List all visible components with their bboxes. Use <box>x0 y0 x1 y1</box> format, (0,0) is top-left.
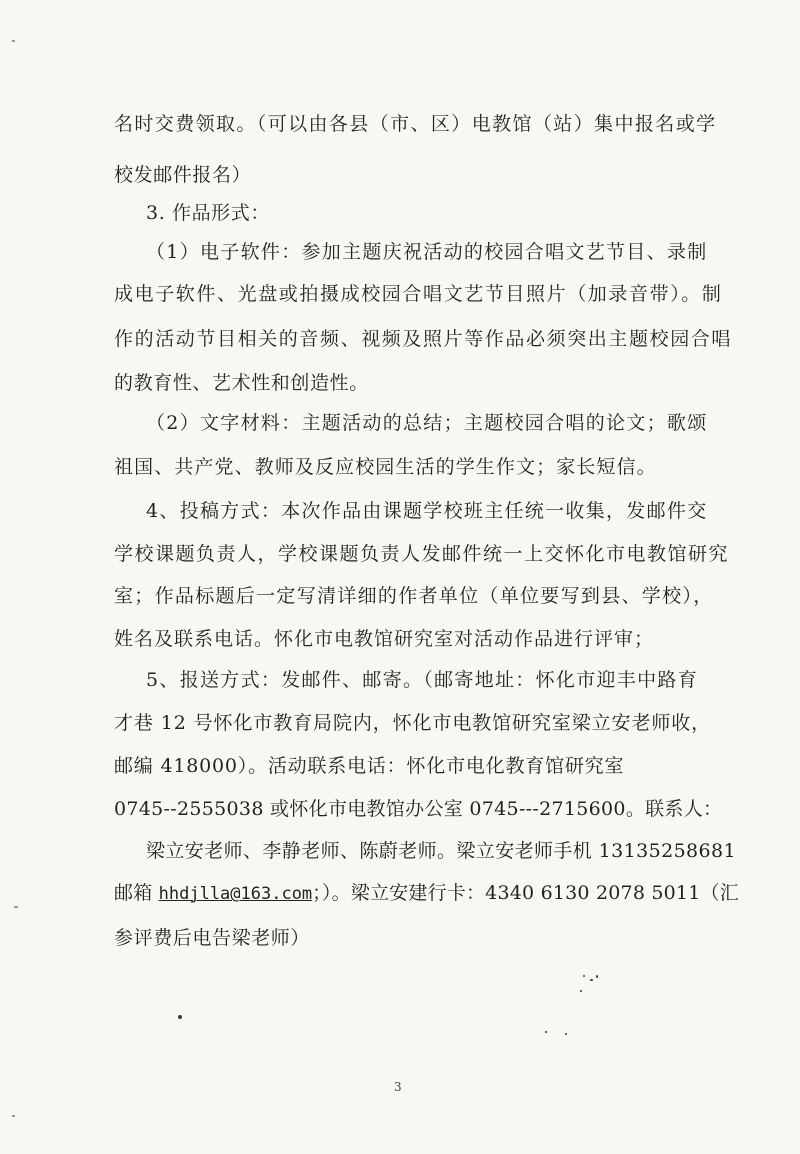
text-line-7: 的教育性、艺术性和创造性。 <box>114 372 369 394</box>
text-line-13: 姓名及联系电话。怀化市电教馆研究室对活动作品进行评审； <box>114 628 655 650</box>
email-address: hhdjlla@163.com <box>158 884 313 904</box>
page-number: 3 <box>394 1080 402 1094</box>
text-line-2: 校发邮件报名） <box>114 164 252 186</box>
text-line-12: 室；作品标题后一定写清详细的作者单位（单位要写到县、学校）， <box>114 585 714 607</box>
text-line-9: 祖国、共产党、教师及反应校园生活的学生作文；家长短信。 <box>114 456 657 478</box>
scan-speck <box>596 975 598 978</box>
scan-speck <box>590 979 593 981</box>
section-heading-5: 5、报送方式：发邮件、邮寄。（邮寄地址：怀化市迎丰中路育 <box>146 669 698 691</box>
section-heading-4: 4、投稿方式：本次作品由课题学校班主任统一收集，发邮件交 <box>146 500 708 522</box>
text-line-1: 名时交费领取。（可以由各县（市、区）电教馆（站）集中报名或学 <box>114 113 717 135</box>
scan-edge-mark <box>12 1115 15 1117</box>
text-line-5: 成电子软件、光盘或拍摄成校园合唱文艺节目照片（加录音带）。制 <box>114 283 723 305</box>
email-label: 邮箱 <box>114 882 159 904</box>
scan-speck <box>580 990 582 992</box>
text-line-4: （1）电子软件：参加主题庆祝活动的校园合唱文艺节目、录制 <box>146 241 708 263</box>
section-heading-3: 3. 作品形式： <box>146 202 270 224</box>
text-line-20: 参评费后电告梁老师） <box>114 927 311 949</box>
scan-edge-mark <box>14 906 18 908</box>
text-line-15: 才巷 12 号怀化市教育局院内，怀化市电教馆研究室梁立安老师收， <box>114 712 712 734</box>
text-line-18: 梁立安老师、李静老师、陈蔚老师。梁立安老师手机 13135258681 <box>146 840 737 862</box>
scan-edge-mark <box>12 40 15 42</box>
bank-card-text: ；）。梁立安建行卡：4340 6130 2078 5011（汇 <box>312 882 739 904</box>
text-line-11: 学校课题负责人，学校课题负责人发邮件统一上交怀化市电教馆研究 <box>114 543 730 565</box>
scan-speck <box>565 1033 567 1035</box>
scan-speck <box>545 1031 547 1033</box>
text-line-19 <box>114 880 739 907</box>
text-line-16: 邮编 418000）。活动联系电话：怀化市电化教育馆研究室 <box>114 755 625 777</box>
scan-speck <box>583 975 585 977</box>
text-line-8: （2）文字材料：主题活动的总结；主题校园合唱的论文；歌颂 <box>146 412 708 434</box>
text-line-6: 作的活动节目相关的音频、视频及照片等作品必须突出主题校园合唱 <box>114 328 733 350</box>
text-line-17: 0745--2555038 或怀化市电教馆办公室 0745---2715600。联系人： <box>114 798 723 820</box>
scan-speck <box>178 1015 182 1019</box>
